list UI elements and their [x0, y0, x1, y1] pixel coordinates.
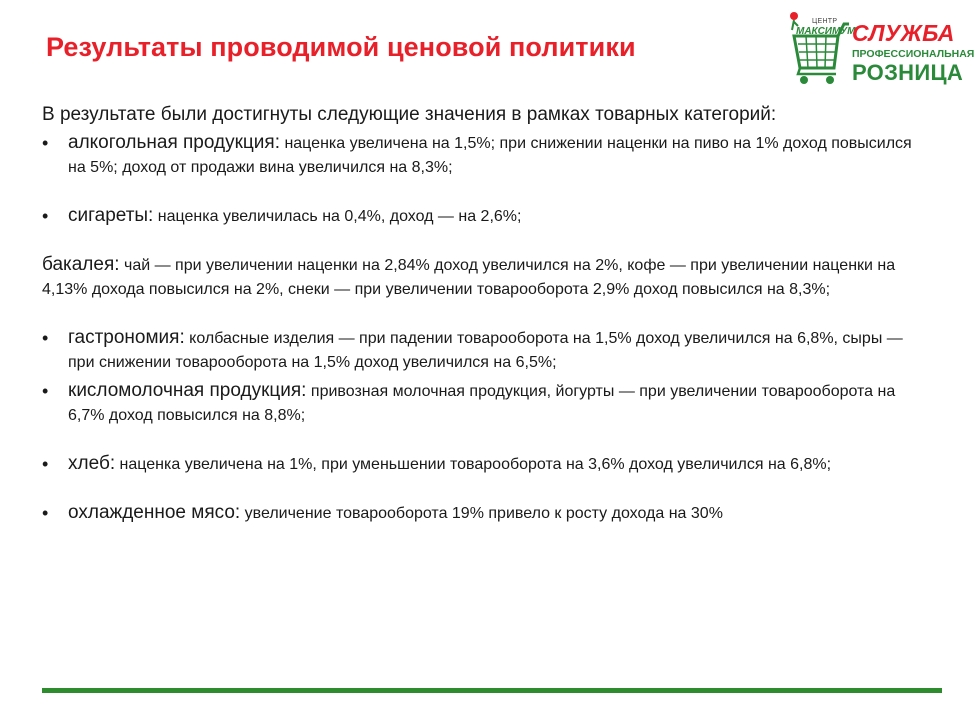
category-text: наценка увеличилась на 0,4%, доход — на 2,6%;: [153, 208, 522, 225]
list-item-cigarettes: [42, 204, 912, 229]
category-text: привозная молочная продукция, йогурты — при увеличении товарооборота на 6,7% доход повысился на 8,8%;: [68, 383, 896, 424]
category-text: колбасные изделия — при падении товарооборота на 1,5% доход увеличился на 6,8%, сыры — при снижении товарооборота на 1,5% доход увеличился на 6,5%;: [68, 330, 903, 371]
logo-brand-small: ЦЕНТР: [812, 18, 838, 25]
list-item-bread: [42, 452, 912, 477]
footer-divider: [42, 688, 942, 693]
bullet-icon: •: [42, 381, 49, 401]
bullet-icon: •: [42, 206, 49, 226]
list-item-gastronomy: [42, 326, 912, 375]
category-text: наценка увеличена на 1%, при уменьшении товарооборота на 3,6% доход увеличился на 6,8%;: [115, 456, 832, 473]
category-text: чай — при увеличении наценки на 2,84% доход увеличился на 2%, кофе — при увеличении наценки на 4,13% дохода повысился на 2%, снеки — при увеличении товарооборота 2,9% доход повысился на 8,3%;: [42, 257, 896, 298]
list-item-alcohol: [42, 131, 912, 180]
category-label: хлеб:: [68, 453, 116, 474]
logo-brand: МАКСИМУМ: [796, 26, 856, 37]
company-logo: [788, 10, 974, 88]
list-item-grocery: [42, 253, 912, 302]
logo-line-2: ПРОФЕССИОНАЛЬНАЯ: [852, 48, 974, 60]
category-text: наценка увеличена на 1,5%; при снижении наценки на пиво на 1% доход повысился на 5%; доход от продажи вина увеличился на 8,3%;: [68, 135, 912, 176]
category-label: бакалея:: [42, 254, 120, 275]
list-item-dairy: [42, 379, 912, 428]
intro-text: В результате были достигнуты следующие значения в рамках товарных категорий:: [42, 104, 777, 125]
category-label: алкогольная продукция:: [68, 132, 280, 153]
page-title: Результаты проводимой ценовой политики: [46, 32, 636, 62]
category-label: сигареты:: [68, 205, 154, 226]
slide-content: [42, 102, 912, 526]
bullet-icon: •: [42, 503, 49, 523]
logo-line-1: СЛУЖБА: [852, 20, 955, 46]
category-text: увеличение товарооборота 19% привело к росту дохода на 30%: [240, 505, 723, 522]
category-label: кисломолочная продукция:: [68, 380, 307, 401]
bullet-icon: •: [42, 454, 49, 474]
category-label: охлажденное мясо:: [68, 502, 241, 523]
bullet-icon: •: [42, 328, 49, 348]
bullet-icon: •: [42, 133, 49, 153]
list-item-chilled-meat: [42, 501, 912, 526]
category-label: гастрономия:: [68, 327, 185, 348]
logo-line-3: РОЗНИЦА: [852, 60, 964, 85]
